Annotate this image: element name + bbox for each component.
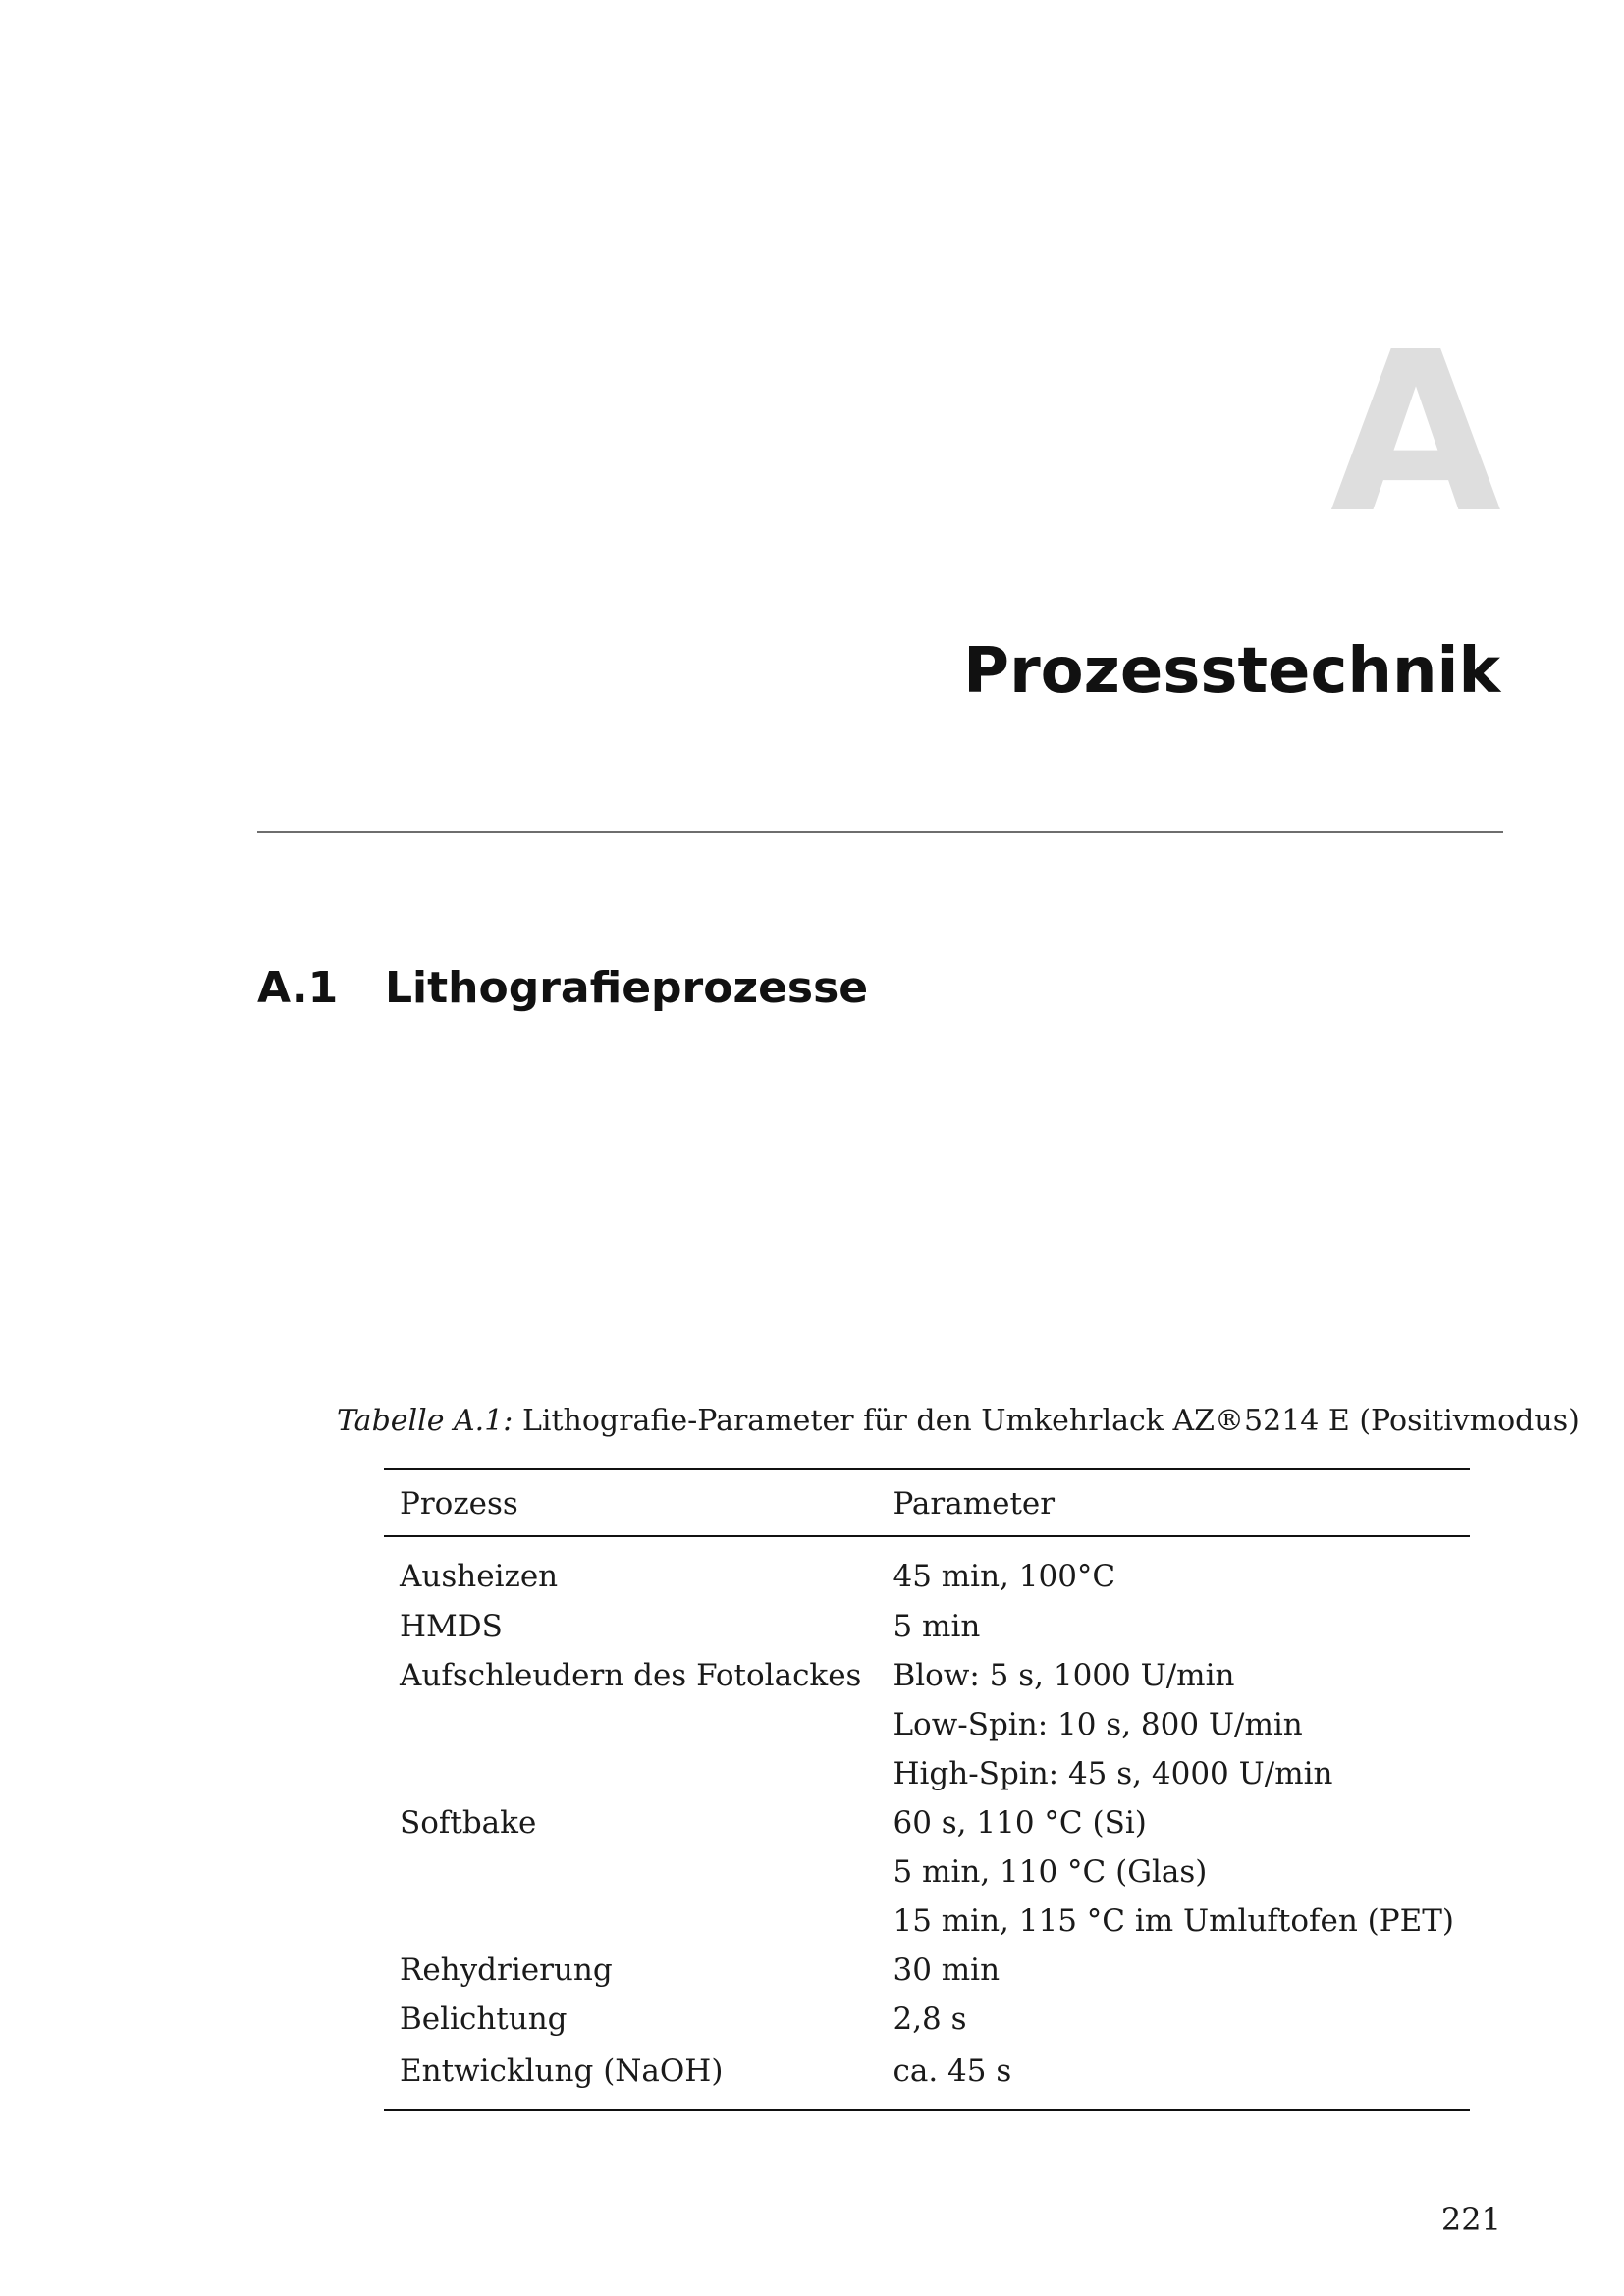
cell-parameter: 45 min, 100°C (893, 1558, 1116, 1594)
section-heading (257, 963, 869, 1013)
cell-parameter: 5 min (893, 1608, 981, 1644)
table-row (384, 1946, 1470, 1995)
table-caption (337, 1404, 1580, 1439)
chapter-letter: A (1329, 305, 1501, 562)
table-caption-text: Lithografie-Parameter für den Umkehrlack AZ®5214 E (Positivmodus) (521, 1404, 1580, 1438)
cell-prozess (384, 1847, 877, 1896)
column-header-prozess: Prozess (400, 1486, 518, 1522)
cell-parameter: Low-Spin: 10 s, 800 U/min (893, 1706, 1303, 1742)
cell-prozess: Softbake (400, 1804, 537, 1841)
chapter-divider (257, 831, 1503, 833)
cell-parameter: ca. 45 s (893, 2053, 1012, 2089)
cell-prozess: Belichtung (400, 2001, 568, 2037)
parameter-table-wrap (384, 1468, 1455, 2111)
cell-parameter: 2,8 s (893, 2001, 967, 2037)
section-number: A.1 (257, 963, 339, 1013)
cell-parameter: Blow: 5 s, 1000 U/min (893, 1657, 1235, 1693)
table-row (384, 1896, 1470, 1946)
table-row (384, 1847, 1470, 1896)
page-number: 221 (1440, 2201, 1501, 2238)
cell-parameter: 15 min, 115 °C im Umluftofen (PET) (893, 1902, 1455, 1939)
cell-prozess: Aufschleudern des Fotolackes (400, 1657, 862, 1693)
cell-parameter: 5 min, 110 °C (Glas) (893, 1853, 1208, 1890)
table-header-row (384, 1469, 1470, 1537)
parameter-table (384, 1468, 1470, 2111)
cell-parameter: 30 min (893, 1951, 1001, 1988)
table-caption-label: Tabelle A.1: (337, 1404, 514, 1438)
section-title: Lithografieprozesse (385, 963, 869, 1013)
table-row (384, 1798, 1470, 1847)
cell-prozess: Entwicklung (NaOH) (400, 2053, 724, 2089)
table-row (384, 1536, 1470, 1602)
column-header-parameter: Parameter (893, 1486, 1056, 1522)
cell-prozess (384, 1700, 877, 1749)
cell-prozess: HMDS (400, 1608, 503, 1644)
table-row (384, 1995, 1470, 2044)
cell-prozess (384, 1896, 877, 1946)
table-row (384, 1749, 1470, 1798)
table-row (384, 1700, 1470, 1749)
table-row (384, 1602, 1470, 1651)
chapter-title: Prozesstechnik (963, 635, 1500, 708)
table-row (384, 2044, 1470, 2110)
cell-prozess: Ausheizen (400, 1558, 559, 1594)
table-row (384, 1651, 1470, 1700)
cell-parameter: High-Spin: 45 s, 4000 U/min (893, 1755, 1333, 1791)
cell-prozess: Rehydrierung (400, 1951, 613, 1988)
cell-prozess (384, 1749, 877, 1798)
cell-parameter: 60 s, 110 °C (Si) (893, 1804, 1147, 1841)
